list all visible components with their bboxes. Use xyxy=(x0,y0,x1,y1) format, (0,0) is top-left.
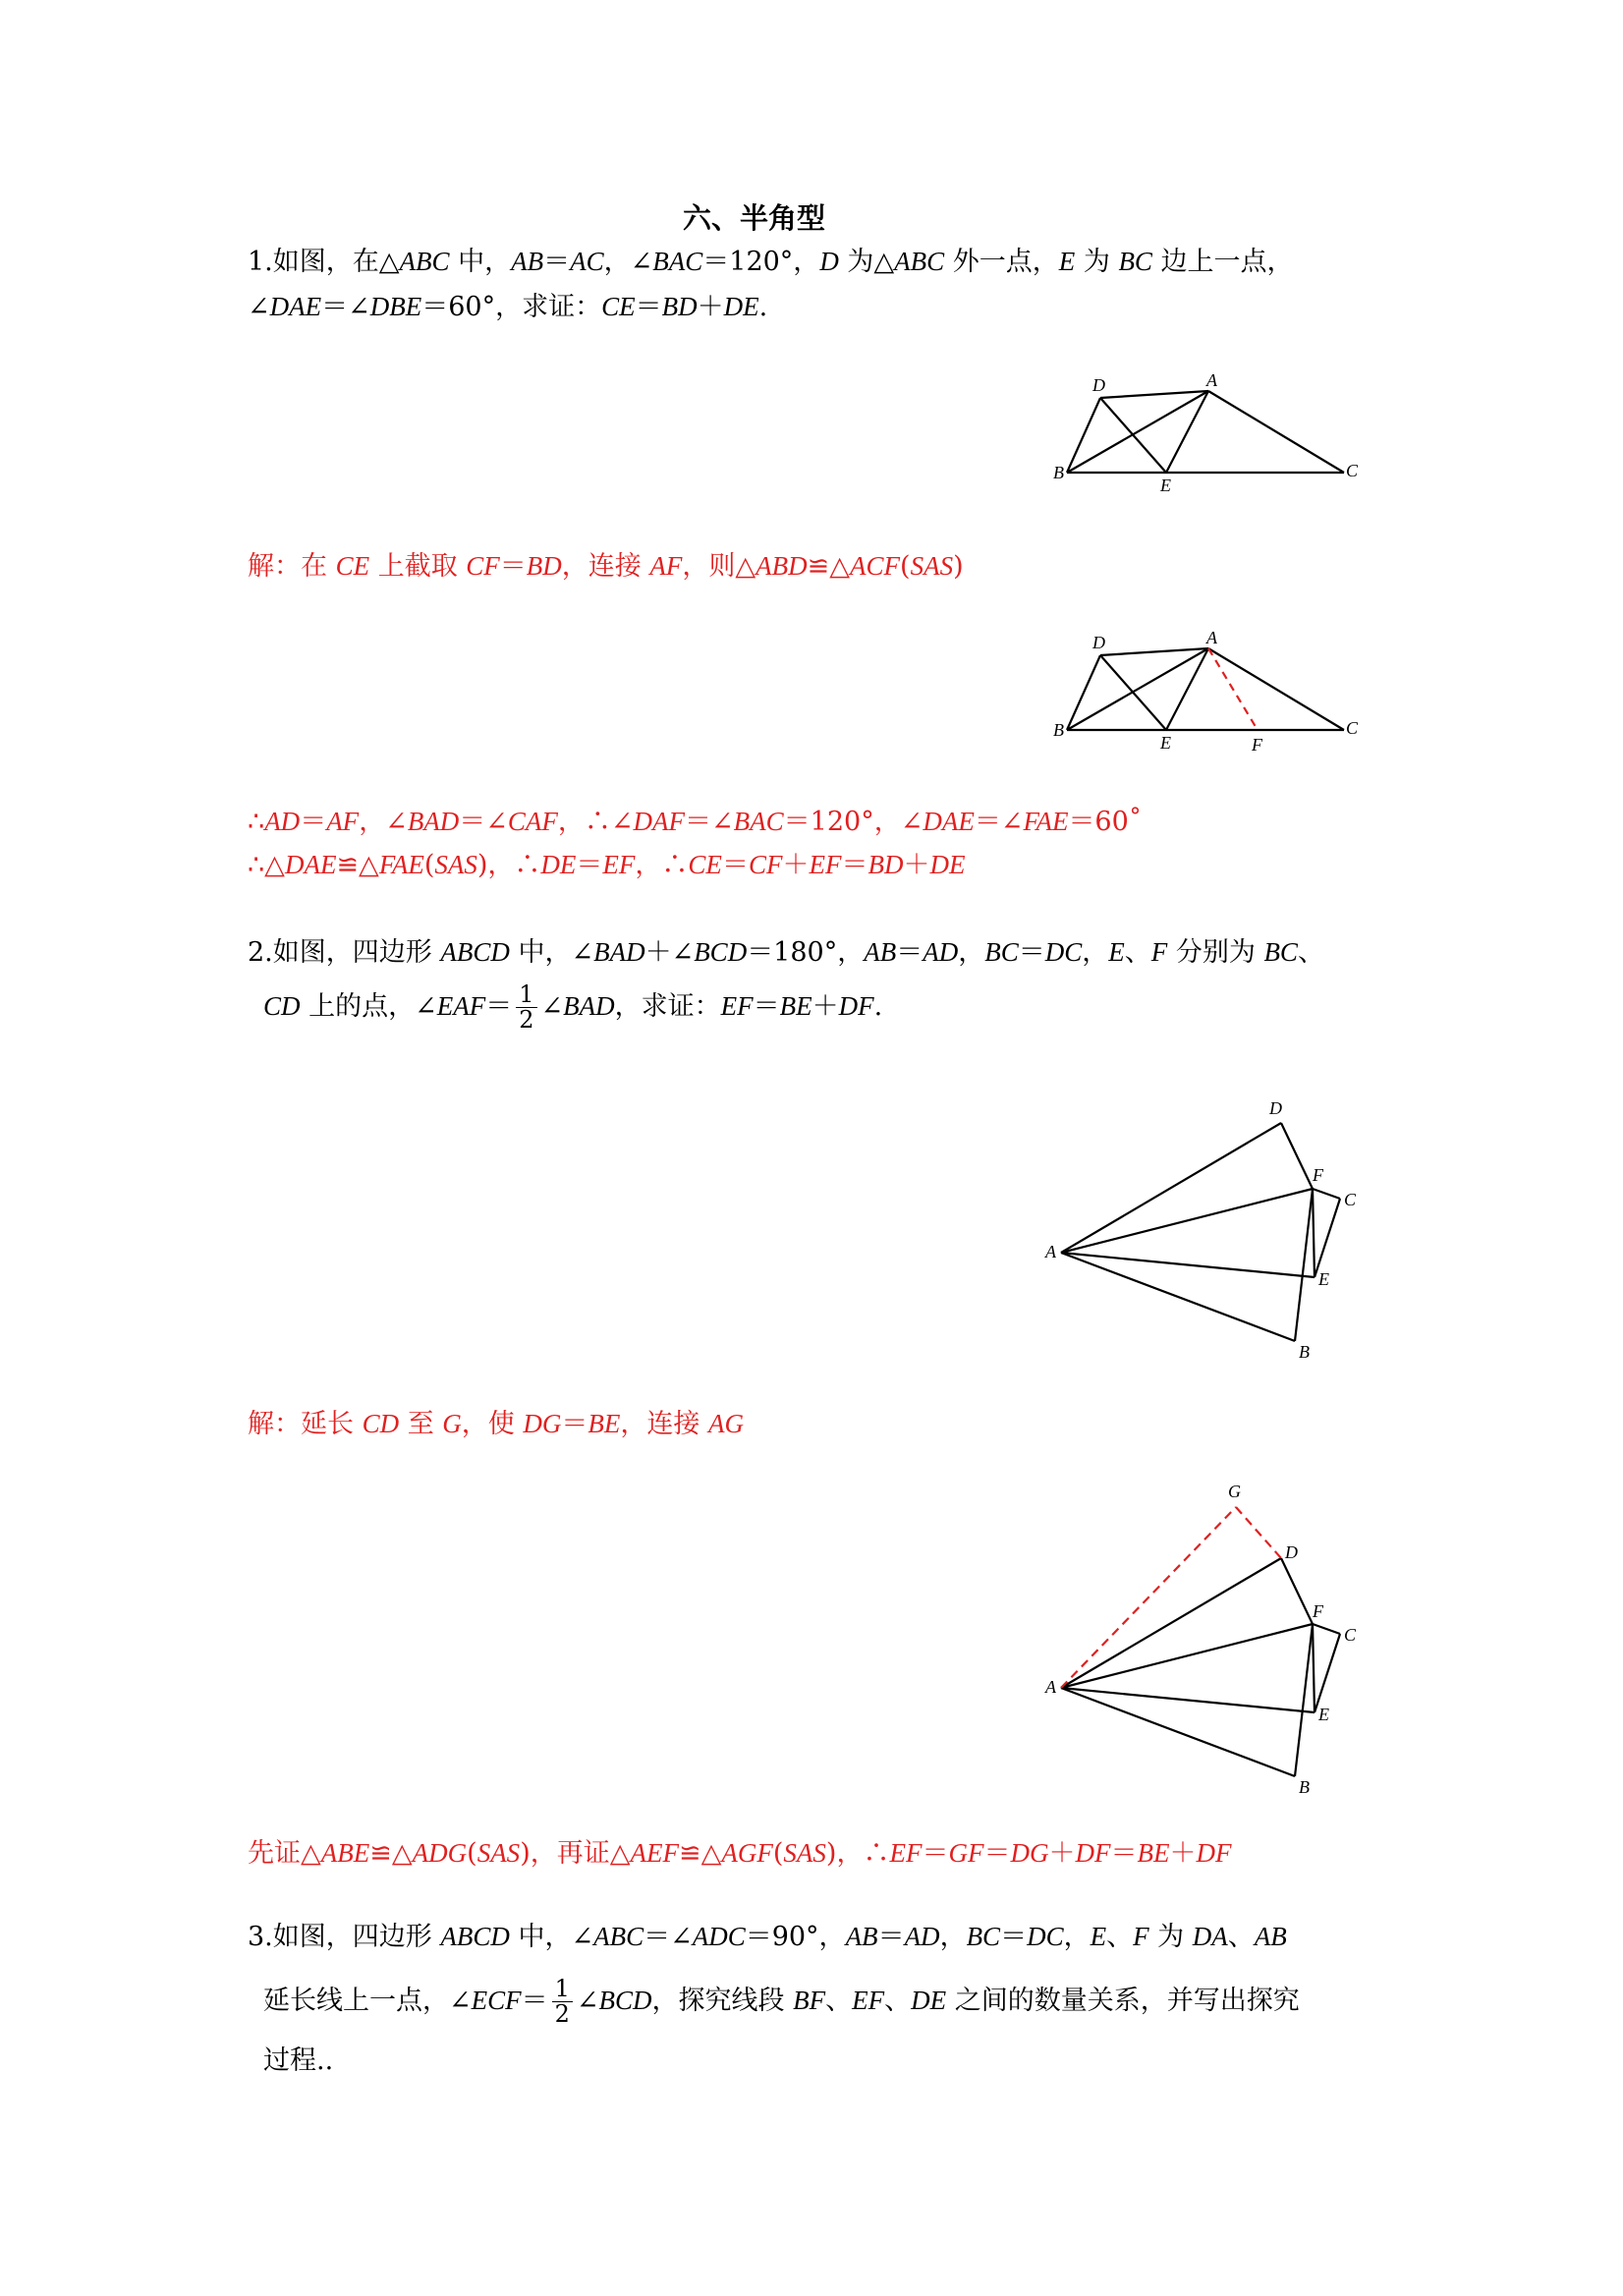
fig1-label-e: E xyxy=(1160,476,1171,495)
fig2-label-c: C xyxy=(1346,718,1359,738)
figure-1-triangle-diagram xyxy=(1051,370,1366,501)
fig2-label-b: B xyxy=(1053,720,1064,740)
figure-4-quadrilateral-extended xyxy=(1041,1474,1356,1798)
figure-3-quadrilateral-diagram xyxy=(1041,1091,1356,1366)
section-heading: 六、半角型 xyxy=(683,201,826,235)
fig2-label-e: E xyxy=(1160,733,1171,753)
fig4-label-a: A xyxy=(1045,1677,1056,1697)
fig3-label-a: A xyxy=(1045,1242,1056,1261)
problem-2-line-1: 2.如图，四边形 ABCD 中，∠BAD＋∠BCD＝180°，AB＝AD，BC＝DC，E、F 分别为 BC、 xyxy=(248,937,1324,968)
fig2-label-a: A xyxy=(1206,628,1217,647)
problem-1-line-1: 1.如图，在△ABC 中，AB＝AC，∠BAC＝120°，D 为△ABC 外一点，E 为 BC 边上一点， xyxy=(248,247,1294,277)
fig3-label-c: C xyxy=(1344,1190,1357,1209)
fig4-label-e: E xyxy=(1318,1705,1329,1724)
fig3-label-e: E xyxy=(1318,1269,1329,1289)
fig4-label-d: D xyxy=(1285,1542,1298,1562)
problem-3-line-2: 延长线上一点，∠ECF＝ $\frac{1}{2}$ ∠BCD，探究线段 BF、EF、DE 之间的数量关系，并写出探究 xyxy=(263,1975,1300,2029)
fig2-label-d: D xyxy=(1092,633,1105,652)
fraction-one-half: $\frac{1}{2}$ xyxy=(516,982,536,1033)
fig4-label-f: F xyxy=(1313,1601,1323,1621)
problem-3-line-3: 过程.. xyxy=(263,2045,334,2076)
problem-1-line-2: ∠DAE＝∠DBE＝60°，求证：CE＝BD＋DE. xyxy=(248,292,768,322)
fig1-label-b: B xyxy=(1053,463,1064,482)
problem-1-solution-line-3: ∴△DAE≌△FAE(SAS)，∴DE＝EF，∴CE＝CF＋EF＝BD＋DE xyxy=(248,850,966,880)
figure-2-triangle-with-cut xyxy=(1051,628,1366,758)
fig2-label-f: F xyxy=(1252,735,1262,755)
fig3-label-d: D xyxy=(1269,1098,1282,1118)
problem-1-solution-line-2: ∴AD＝AF，∠BAD＝∠CAF，∴∠DAF＝∠BAC＝120°，∠DAE＝∠FAE＝60˚ xyxy=(248,807,1143,837)
fig3-label-f: F xyxy=(1313,1165,1323,1185)
fig4-label-g: G xyxy=(1228,1482,1241,1501)
problem-2-solution-line-2: 先证△ABE≌△ADG(SAS)，再证△AEF≌△AGF(SAS)，∴EF＝GF＝DG＋DF＝BE＋DF xyxy=(248,1838,1232,1869)
problem-1-solution-line-1: 解：在 CE 上截取 CF＝BD，连接 AF，则△ABD≌△ACF(SAS) xyxy=(248,551,964,582)
fig4-label-b: B xyxy=(1299,1777,1310,1797)
problem-3-line-1: 3.如图，四边形 ABCD 中，∠ABC＝∠ADC＝90°，AB＝AD，BC＝DC，E、F 为 DA、AB xyxy=(248,1922,1287,1952)
fig1-label-c: C xyxy=(1346,461,1359,480)
fig1-label-d: D xyxy=(1092,375,1105,395)
problem-2-solution-line-1: 解：延长 CD 至 G，使 DG＝BE，连接 AG xyxy=(248,1409,744,1439)
problem-2-line-2: CD 上的点，∠EAF＝ $\frac{1}{2}$ ∠BAD，求证：EF＝BE＋DF. xyxy=(263,980,883,1035)
fraction-one-half: $\frac{1}{2}$ xyxy=(552,1977,573,2027)
fig4-label-c: C xyxy=(1344,1625,1357,1645)
fig3-label-b: B xyxy=(1299,1342,1310,1362)
fig1-label-a: A xyxy=(1206,370,1217,390)
